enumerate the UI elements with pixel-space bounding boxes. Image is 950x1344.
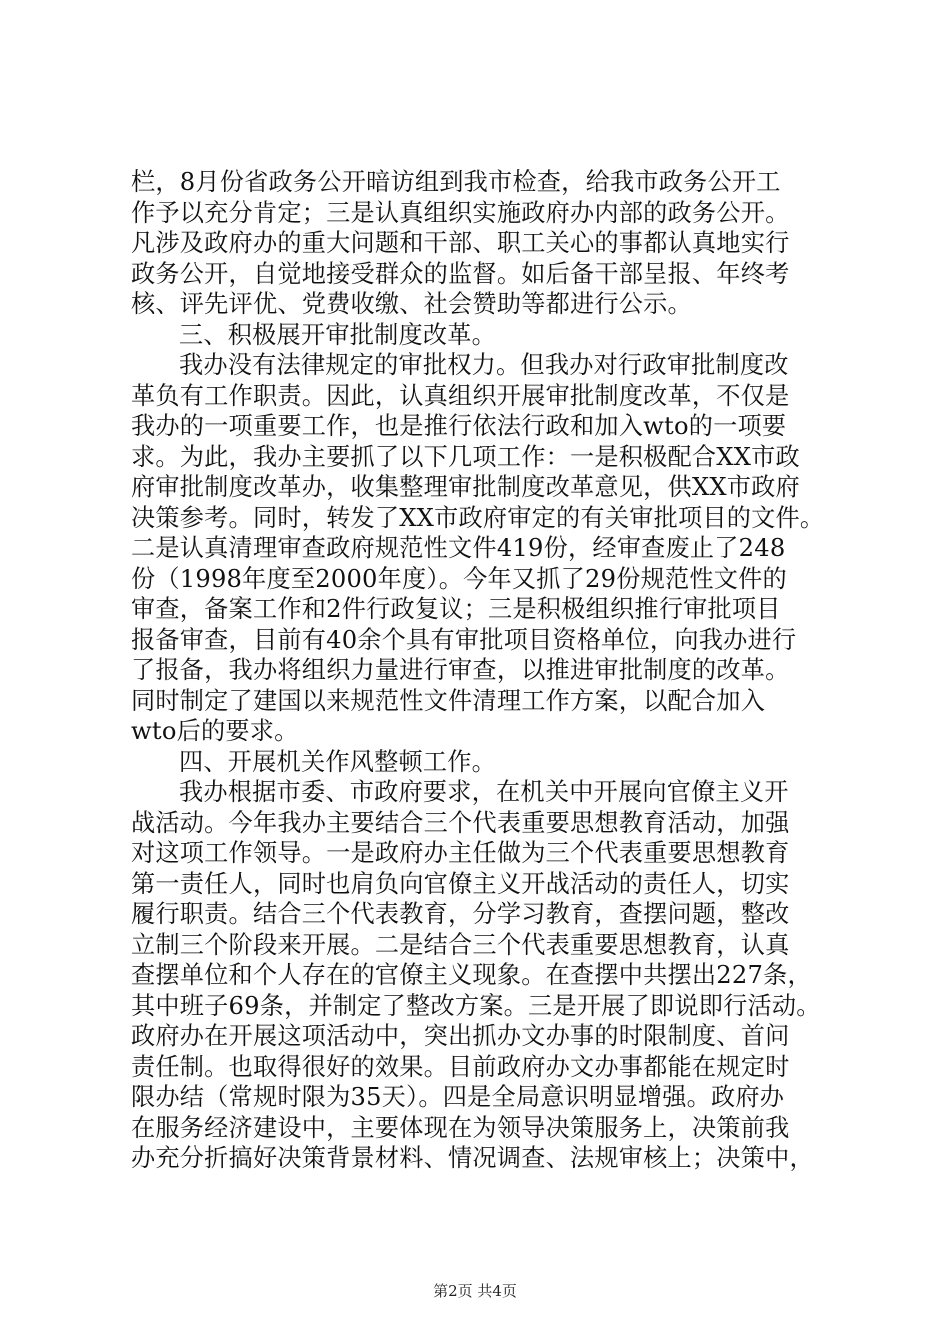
text-line: 政府办在开展这项活动中，突出抓办文办事的时限制度、首问 <box>131 1022 790 1050</box>
text-line: 栏，8月份省政务公开暗访组到我市检查，给我市政务公开工 <box>131 168 781 196</box>
text-line: 决策参考。同时，转发了XX市政府审定的有关审批项目的文件。 <box>131 503 825 532</box>
text-line: 革负有工作职责。因此，认真组织开展审批制度改革，不仅是 <box>131 381 790 410</box>
text-line: 第一责任人，同时也肩负向官僚主义开战活动的责任人，切实 <box>131 869 790 898</box>
text-line: 我办根据市委、市政府要求，在机关中开展向官僚主义开 <box>179 778 789 806</box>
text-line: 责任制。也取得很好的效果。目前政府办文办事都能在规定时 <box>131 1052 790 1081</box>
text-line: 审查，备案工作和2件行政复议；三是积极组织推行审批项目 <box>131 595 781 623</box>
text-line: 同时制定了建国以来规范性文件清理工作方案，以配合加入 <box>131 686 766 715</box>
text-line: 政务公开，自觉地接受群众的监督。如后备干部呈报、年终考 <box>131 259 790 288</box>
text-line: 我办的一项重要工作，也是推行依法行政和加入wto的一项要 <box>131 412 787 440</box>
text-line: 其中班子69条，并制定了整改方案。三是开展了即说即行活动。 <box>131 991 821 1020</box>
text-line: 我办没有法律规定的审批权力。但我办对行政审批制度改 <box>179 351 789 379</box>
text-line: 对这项工作领导。一是政府办主任做为三个代表重要思想教育 <box>131 839 790 867</box>
text-line: 战活动。今年我办主要结合三个代表重要思想教育活动，加强 <box>131 808 790 837</box>
text-line: 核、评先评优、党费收缴、社会赞助等都进行公示。 <box>131 290 692 318</box>
text-line: 立制三个阶段来开展。二是结合三个代表重要思想教育，认真 <box>131 930 790 959</box>
text-line: 二是认真清理审查政府规范性文件419份，经审查废止了248 <box>131 534 786 562</box>
text-line: 四、开展机关作风整顿工作。 <box>179 747 497 776</box>
text-line: 作予以充分肯定；三是认真组织实施政府办内部的政务公开。 <box>131 198 790 227</box>
text-line: 在服务经济建设中，主要体现在为领导决策服务上，决策前我 <box>131 1113 790 1142</box>
text-line: 了报备，我办将组织力量进行审查，以推进审批制度的改革。 <box>131 656 790 684</box>
text-line: 履行职责。结合三个代表教育，分学习教育，查摆问题，整改 <box>131 900 790 928</box>
text-line: 府审批制度改革办，收集整理审批制度改革意见，供XX市政府 <box>131 473 800 501</box>
text-line: 三、积极展开审批制度改革。 <box>179 320 497 349</box>
text-line: 份（1998年度至2000年度）。今年又抓了29份规范性文件的 <box>131 564 787 593</box>
page-number-footer: 第2页 共4页 <box>433 1282 517 1300</box>
text-line: 求。为此，我办主要抓了以下几项工作：一是积极配合XX市政 <box>131 442 800 471</box>
text-line: 办充分折搞好决策背景材料、情况调查、法规审核上；决策中， <box>131 1144 814 1172</box>
text-line: wto后的要求。 <box>131 717 299 745</box>
document-body <box>131 167 851 1174</box>
text-line: 查摆单位和个人存在的官僚主义现象。在查摆中共摆出227条， <box>131 961 812 989</box>
text-line: 报备审查，目前有40余个具有审批项目资格单位，向我办进行 <box>131 625 797 654</box>
text-line: 凡涉及政府办的重大问题和干部、职工关心的事都认真地实行 <box>131 229 790 257</box>
text-line: 限办结（常规时限为35天）。四是全局意识明显增强。政府办 <box>131 1083 785 1111</box>
